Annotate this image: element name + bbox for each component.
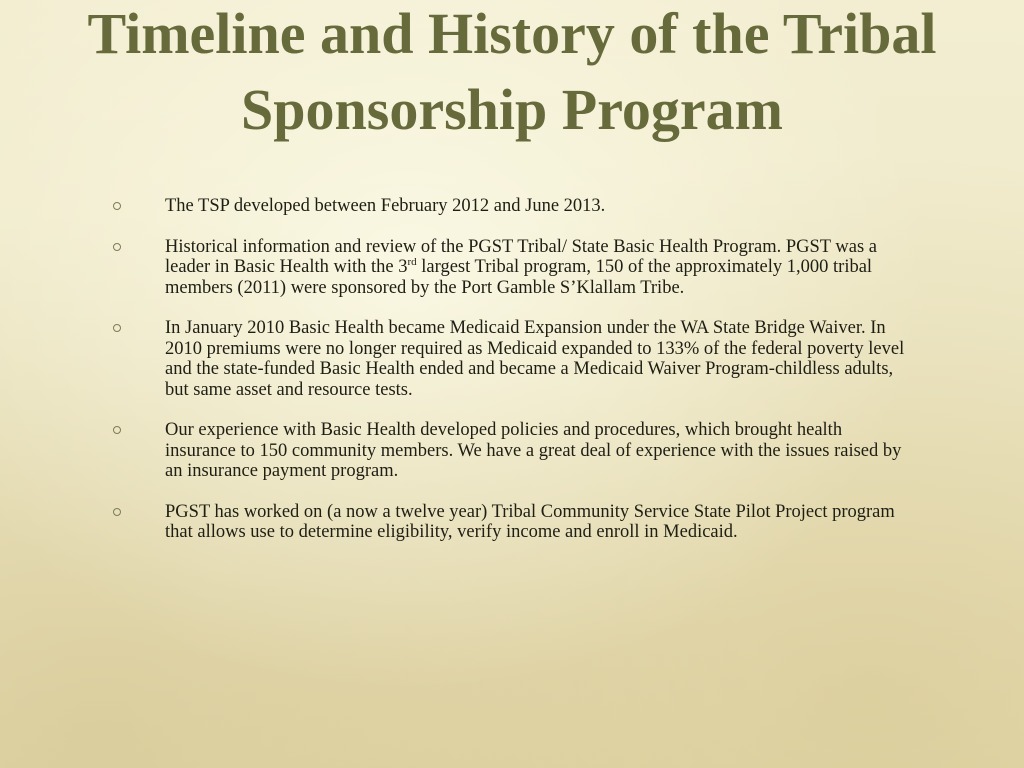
bullet-text: In January 2010 Basic Health became Medicaid Expansion under the WA State Bridge Waiver. In 2010 premiums were no longer required as Medicaid expanded to 133% of the federal poverty level and the state-funded Basic Health ended and became a Medicaid Waiver Program-childless adults, but same asset and resource tests. xyxy=(165,318,905,400)
bullet-item xyxy=(110,502,910,543)
ordinal-superscript: rd xyxy=(407,255,417,268)
bullet-text: The TSP developed between February 2012 and June 2013. xyxy=(165,196,606,216)
ring-bullet-icon xyxy=(113,426,121,434)
bullet-text: Historical information and review of the PGST Tribal/ State Basic Health Program. PGST was a leader in Basic Health with the 3 xyxy=(165,236,877,277)
ring-bullet-icon xyxy=(113,243,121,251)
ring-bullet-icon xyxy=(113,324,121,332)
bullet-item xyxy=(110,318,910,400)
slide-title: Timeline and History of the Tribal Sponsorship Program xyxy=(87,1,937,142)
bullet-list xyxy=(110,196,910,563)
ring-bullet-icon xyxy=(113,202,121,210)
bullet-text: Our experience with Basic Health developed policies and procedures, which brought health insurance to 150 community members. We have a great deal of experience with the issues raised by an insurance payment program. xyxy=(165,420,902,481)
bullet-item xyxy=(110,420,910,482)
bullet-item xyxy=(110,196,910,217)
ring-bullet-icon xyxy=(113,508,121,516)
bullet-item xyxy=(110,237,910,299)
bullet-text: PGST has worked on (a now a twelve year) Tribal Community Service State Pilot Project program that allows use to determine eligibility, verify income and enroll in Medicaid. xyxy=(165,501,895,542)
bullet-text-continued: largest Tribal program, 150 of the approximately 1,000 tribal members (2011) were sponsored by the Port Gamble S’Klallam Tribe. xyxy=(165,257,873,298)
